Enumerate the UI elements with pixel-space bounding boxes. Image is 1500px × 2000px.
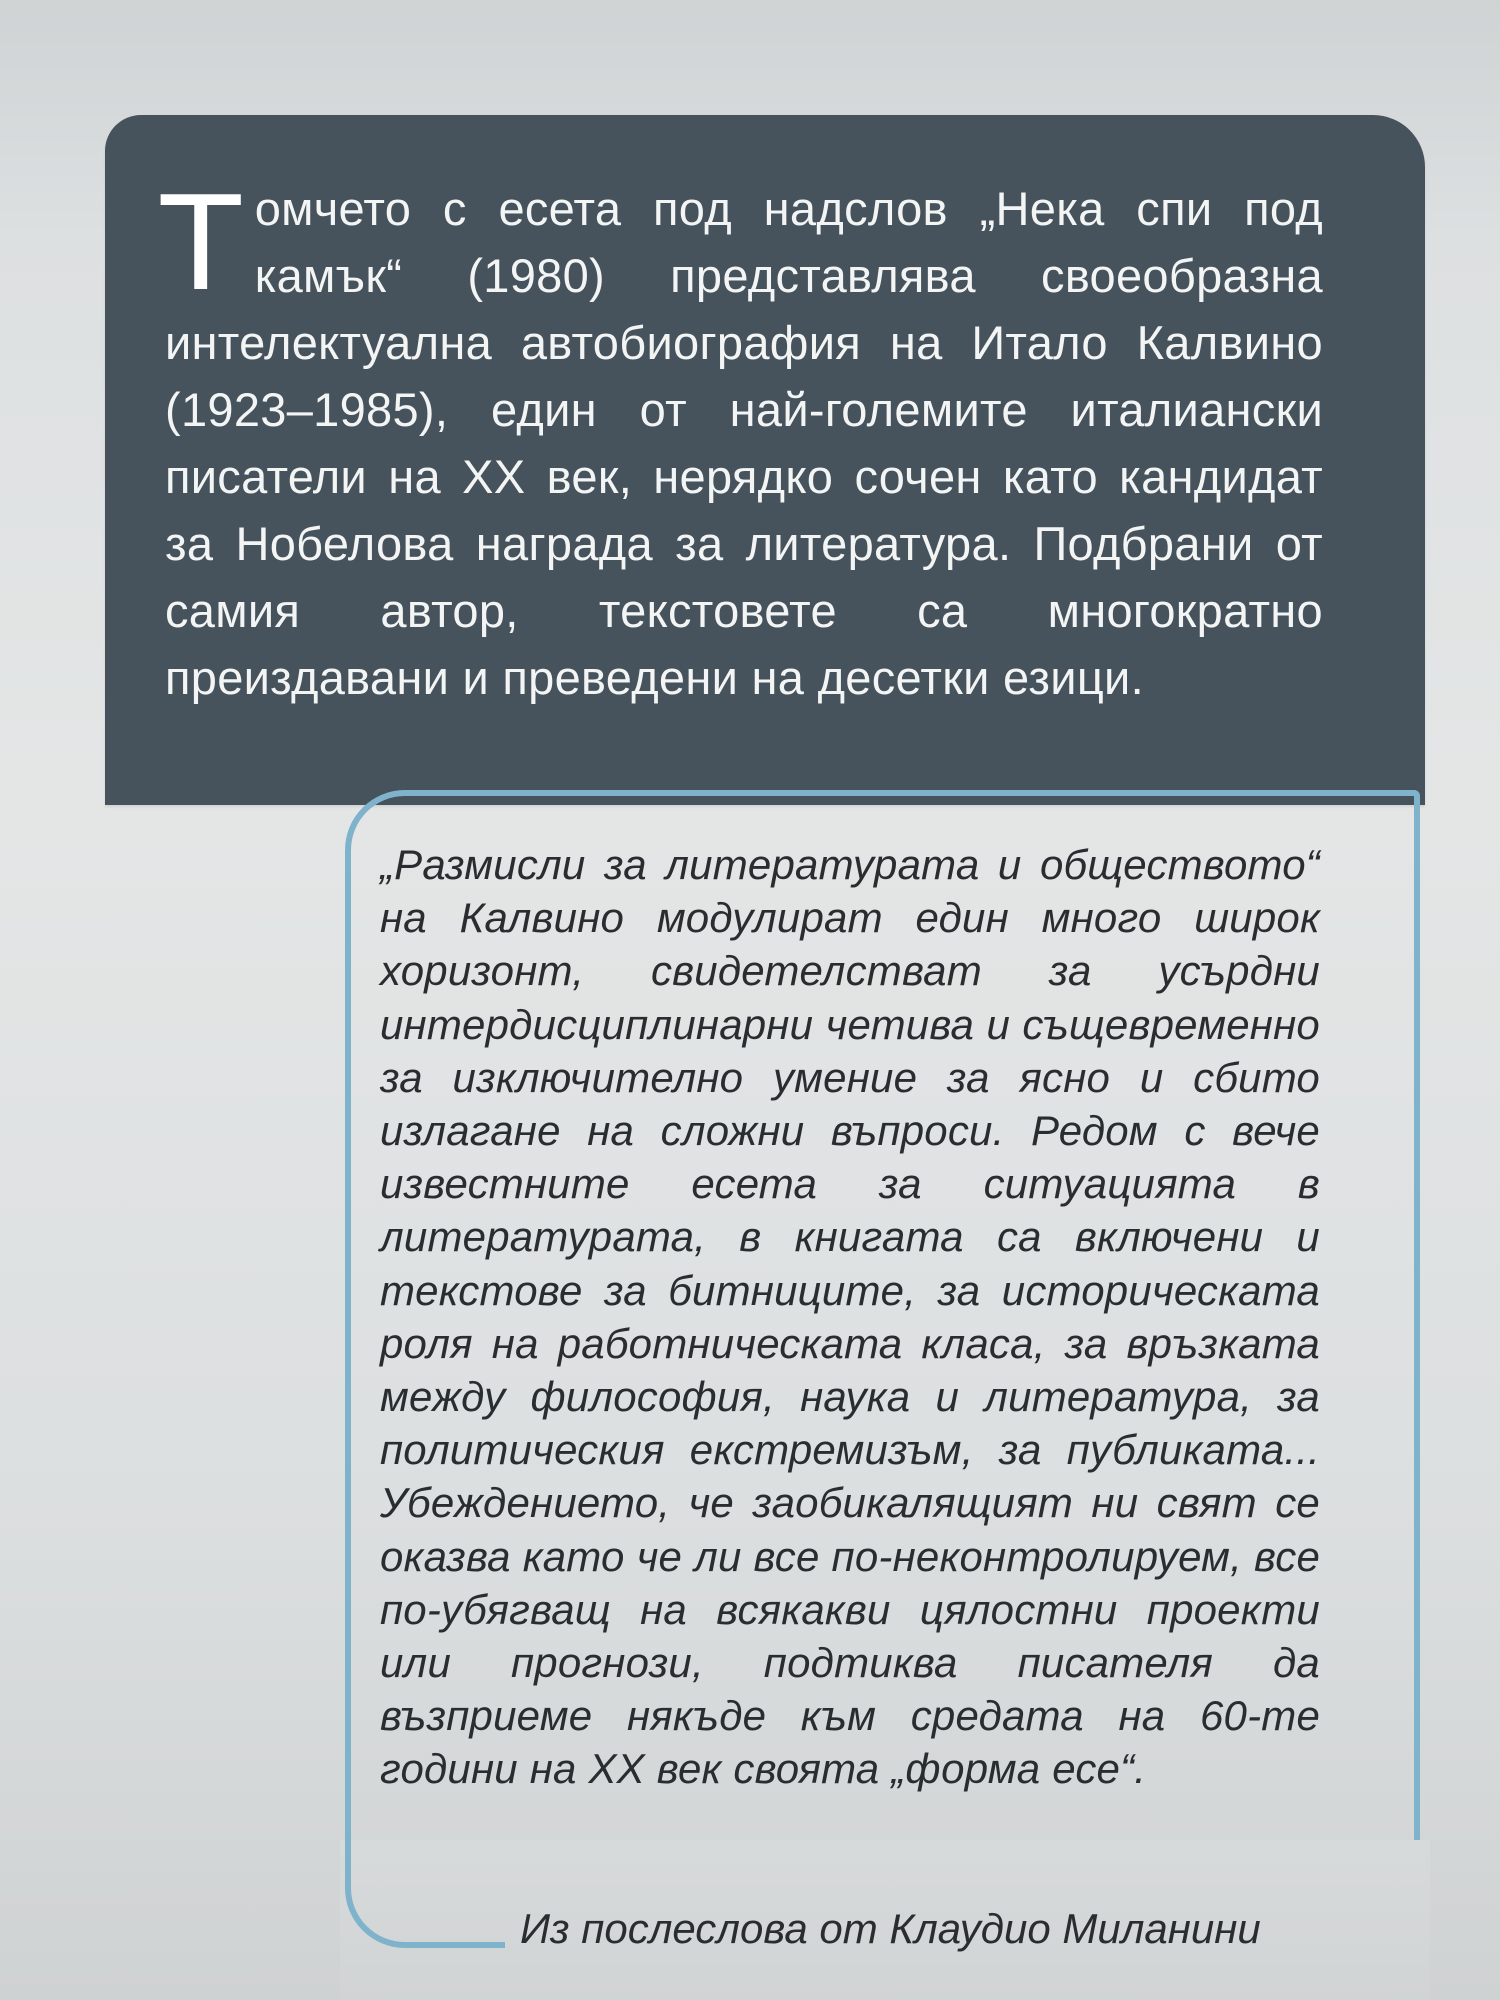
intro-panel	[105, 115, 1425, 805]
drop-cap: Т	[161, 168, 241, 320]
quote-attribution: Из послеслова от Клаудио Миланини	[520, 1905, 1261, 1952]
quote-frame-corner	[345, 1840, 505, 1948]
intro-paragraph	[161, 168, 1323, 711]
intro-text: омчето с есета под надслов „Нека спи под камък“ (1980) представлява своеобразна интелектуална автобиография на Итало Калвино (1923–1985), един от най-големите италиански писатели на XX век, нерядко сочен като кандидат за Нобелова награда за литература. Подбрани от самия автор, текстовете са многократно преиздавани и преведени на десетки езици.	[165, 182, 1323, 704]
quote-paragraph: „Размисли за литературата и обществото“ на Калвино модулират един много широк хоризонт, свидетелстват за усърдни интердисциплинарни четива и същевременно за изключително умение за ясно и сбито излагане на сложни въпроси. Редом с вече известните есета за ситуацията в литературата, в книгата са включени и текстове за битниците, за историческата роля на работническата класа, за връзката между философия, наука и литература, за политическия екстремизъм, за публиката... Убеждението, че заобикалящият ни свят се оказва като че ли все по-неконтролируем, все по-убягващ на всякакви цялостни проекти или прогнози, подтиква писателя да възприеме някъде към средата на 60-те години на XX век своята „форма есе“.	[380, 841, 1320, 1793]
